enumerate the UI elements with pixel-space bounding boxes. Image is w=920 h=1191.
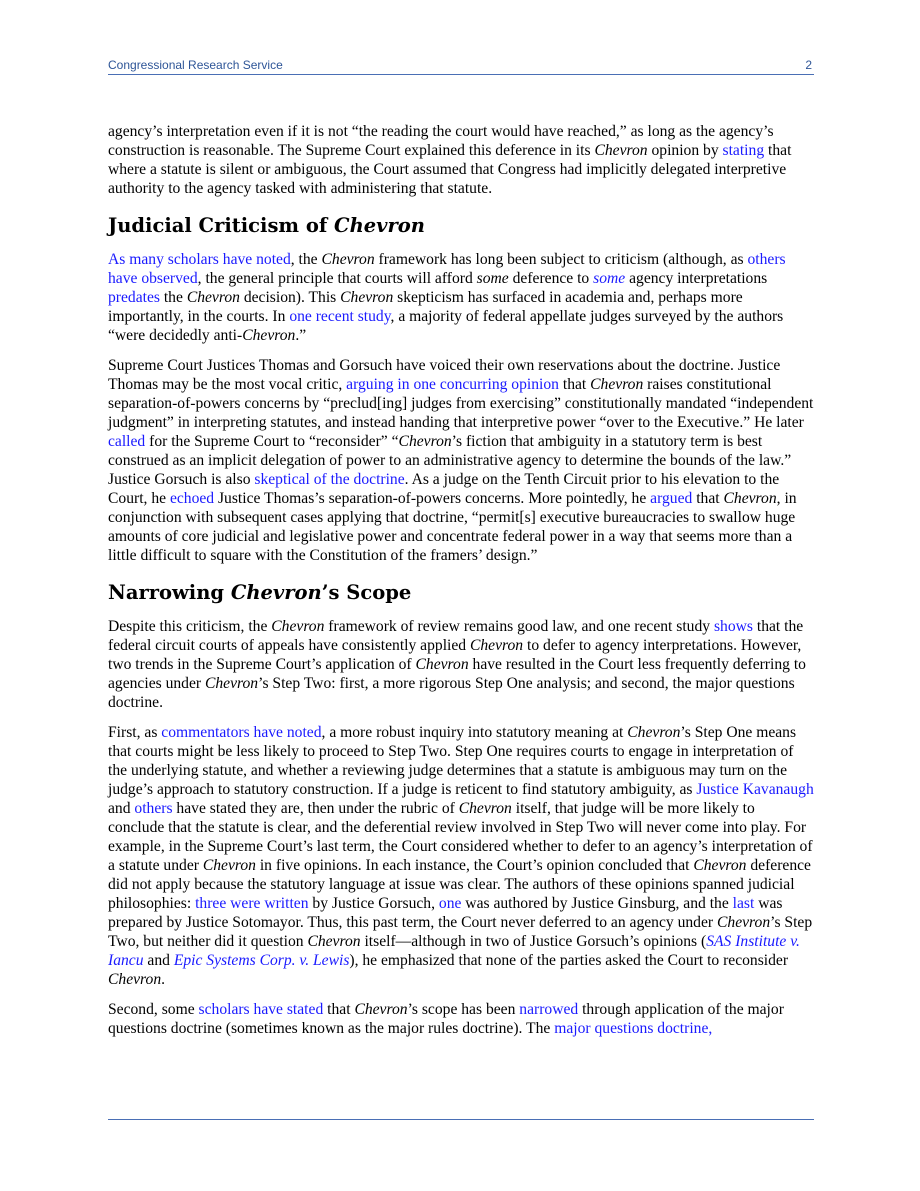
link-epic-systems[interactable]: Epic Systems Corp. v. Lewis xyxy=(173,952,350,969)
link-major-questions-doctrine[interactable]: major questions doctrine, xyxy=(554,1020,713,1037)
footer-rule xyxy=(108,1119,814,1120)
link-called[interactable]: called xyxy=(108,433,146,450)
paragraph: As many scholars have noted, the Chevron framework has long been subject to criticism (although, as others have observed, the general principle that courts will afford some deference to some agency interpretations predates the Chevron decision). This Chevron skepticism has surfaced in academia and, perhaps more importantly, in the courts. In one recent study, a majority of federal appellate judges surveyed by the authors “were decidedly anti-Chevron.” xyxy=(108,251,786,344)
section-heading-judicial-criticism: Judicial Criticism of Chevron xyxy=(108,214,425,237)
link-commentators-noted[interactable]: commentators have noted xyxy=(161,724,322,741)
paragraph: Supreme Court Justices Thomas and Gorsuch have voiced their own reservations about the doctrine. Justice Thomas may be the most vocal critic, arguing in one concurring opinion that Chevron raises constitutional separation-of-powers concerns by “preclud[ing] judges from exercising” constitutionally mandated “independent judgment” in interpreting statutes, and instead handing that interpretive power “over to the Executive.” He later called for the Supreme Court to “reconsider” “Chevron’s fiction that ambiguity in a statutory term is best construed as an implicit delegation of power to an administrative agency to determine the bounds of the law.” Justice Gorsuch is also skeptical of the doctrine. As a judge on the Tenth Circuit prior to his elevation to the Court, he echoed Justice Thomas’s separation-of-powers concerns. More pointedly, he argued that Chevron, in conjunction with subsequent cases applying that doctrine, “permit[s] executive bureaucracies to swallow huge amounts of core judicial and legislative power and concentrate federal power in a way that seems more than a little difficult to square with the Constitution of the framers’ design.” xyxy=(108,357,814,564)
link-argued[interactable]: argued xyxy=(650,490,693,507)
link-narrowed[interactable]: narrowed xyxy=(519,1001,579,1018)
link-recent-study[interactable]: one recent study xyxy=(289,308,391,325)
link-others[interactable]: others xyxy=(134,800,173,817)
link-shows[interactable]: shows xyxy=(713,618,753,635)
paragraph: Despite this criticism, the Chevron framework of review remains good law, and one recent study shows that the federal circuit courts of appeals have consistently applied Chevron to defer to agency interpretations. However, two trends in the Supreme Court’s application of Chevron have resulted in the Court less frequently deferring to agencies under Chevron’s Step Two: first, a more rigorous Step One analysis; and second, the major questions doctrine. xyxy=(108,618,806,711)
link-one[interactable]: one xyxy=(438,895,462,912)
link-predates[interactable]: predates xyxy=(108,289,160,306)
link-skeptical-doctrine[interactable]: skeptical of the doctrine xyxy=(254,471,405,488)
link-stating[interactable]: stating xyxy=(722,142,765,159)
link-concurring-opinion[interactable]: arguing in one concurring opinion xyxy=(346,376,559,393)
running-header xyxy=(108,58,814,75)
paragraph: agency’s interpretation even if it is not “the reading the court would have reached,” as long as the agency’s construction is reasonable. The Supreme Court explained this deference in its Chevron opinion by stating that where a statute is silent or ambiguous, the Court assumed that Congress had implicitly delegated interpretive authority to the agency tasked with administering that statute. xyxy=(108,123,792,197)
page-number: 2 xyxy=(805,58,812,72)
link-scholars-stated[interactable]: scholars have stated xyxy=(198,1001,324,1018)
link-scholars-noted[interactable]: As many scholars have noted xyxy=(108,251,291,268)
paragraph: First, as commentators have noted, a more robust inquiry into statutory meaning at Chevron’s Step One means that courts might be less likely to proceed to Step Two. Step One requires courts to engage in interpretation of the underlying statute, and whether a reviewing judge determines that a statute is ambiguous may turn on the judge’s approach to statutory construction. If a judge is reticent to find statutory ambiguity, as Justice Kavanaugh and others have stated they are, then under the rubric of Chevron itself, that judge will be more likely to conclude that the statute is clear, and the deferential review involved in Step Two will never come into play. For example, in the Supreme Court’s last term, the Court considered whether to defer to an agency’s interpretation of a statute under Chevron in five opinions. In each instance, the Court’s opinion concluded that Chevron deference did not apply because the statutory language at issue was clear. The authors of these opinions spanned judicial philosophies: three were written by Justice Gorsuch, one was authored by Justice Ginsburg, and the last was prepared by Justice Sotomayor. Thus, this past term, the Court never deferred to an agency under Chevron’s Step Two, but neither did it question Chevron itself—although in two of Justice Gorsuch’s opinions (SAS Institute v. Iancu and Epic Systems Corp. v. Lewis), he emphasized that none of the parties asked the Court to reconsider Chevron. xyxy=(108,724,814,988)
link-justice-kavanaugh[interactable]: Justice Kavanaugh xyxy=(696,781,814,798)
link-some[interactable]: some xyxy=(593,270,626,287)
link-three-were-written[interactable]: three were written xyxy=(195,895,309,912)
link-sas-institute[interactable]: SAS Institute v. Iancu xyxy=(108,933,800,969)
document-body xyxy=(108,122,814,1049)
link-last[interactable]: last xyxy=(732,895,755,912)
section-heading-narrowing-scope: Narrowing Chevron’s Scope xyxy=(108,581,412,604)
paragraph: Second, some scholars have stated that Chevron’s scope has been narrowed through application of the major questions doctrine (sometimes known as the major rules doctrine). The major questions doctrine, xyxy=(108,1001,784,1037)
link-others-observed[interactable]: others have observed xyxy=(108,251,786,287)
link-echoed[interactable]: echoed xyxy=(169,490,215,507)
header-org: Congressional Research Service xyxy=(108,58,283,72)
